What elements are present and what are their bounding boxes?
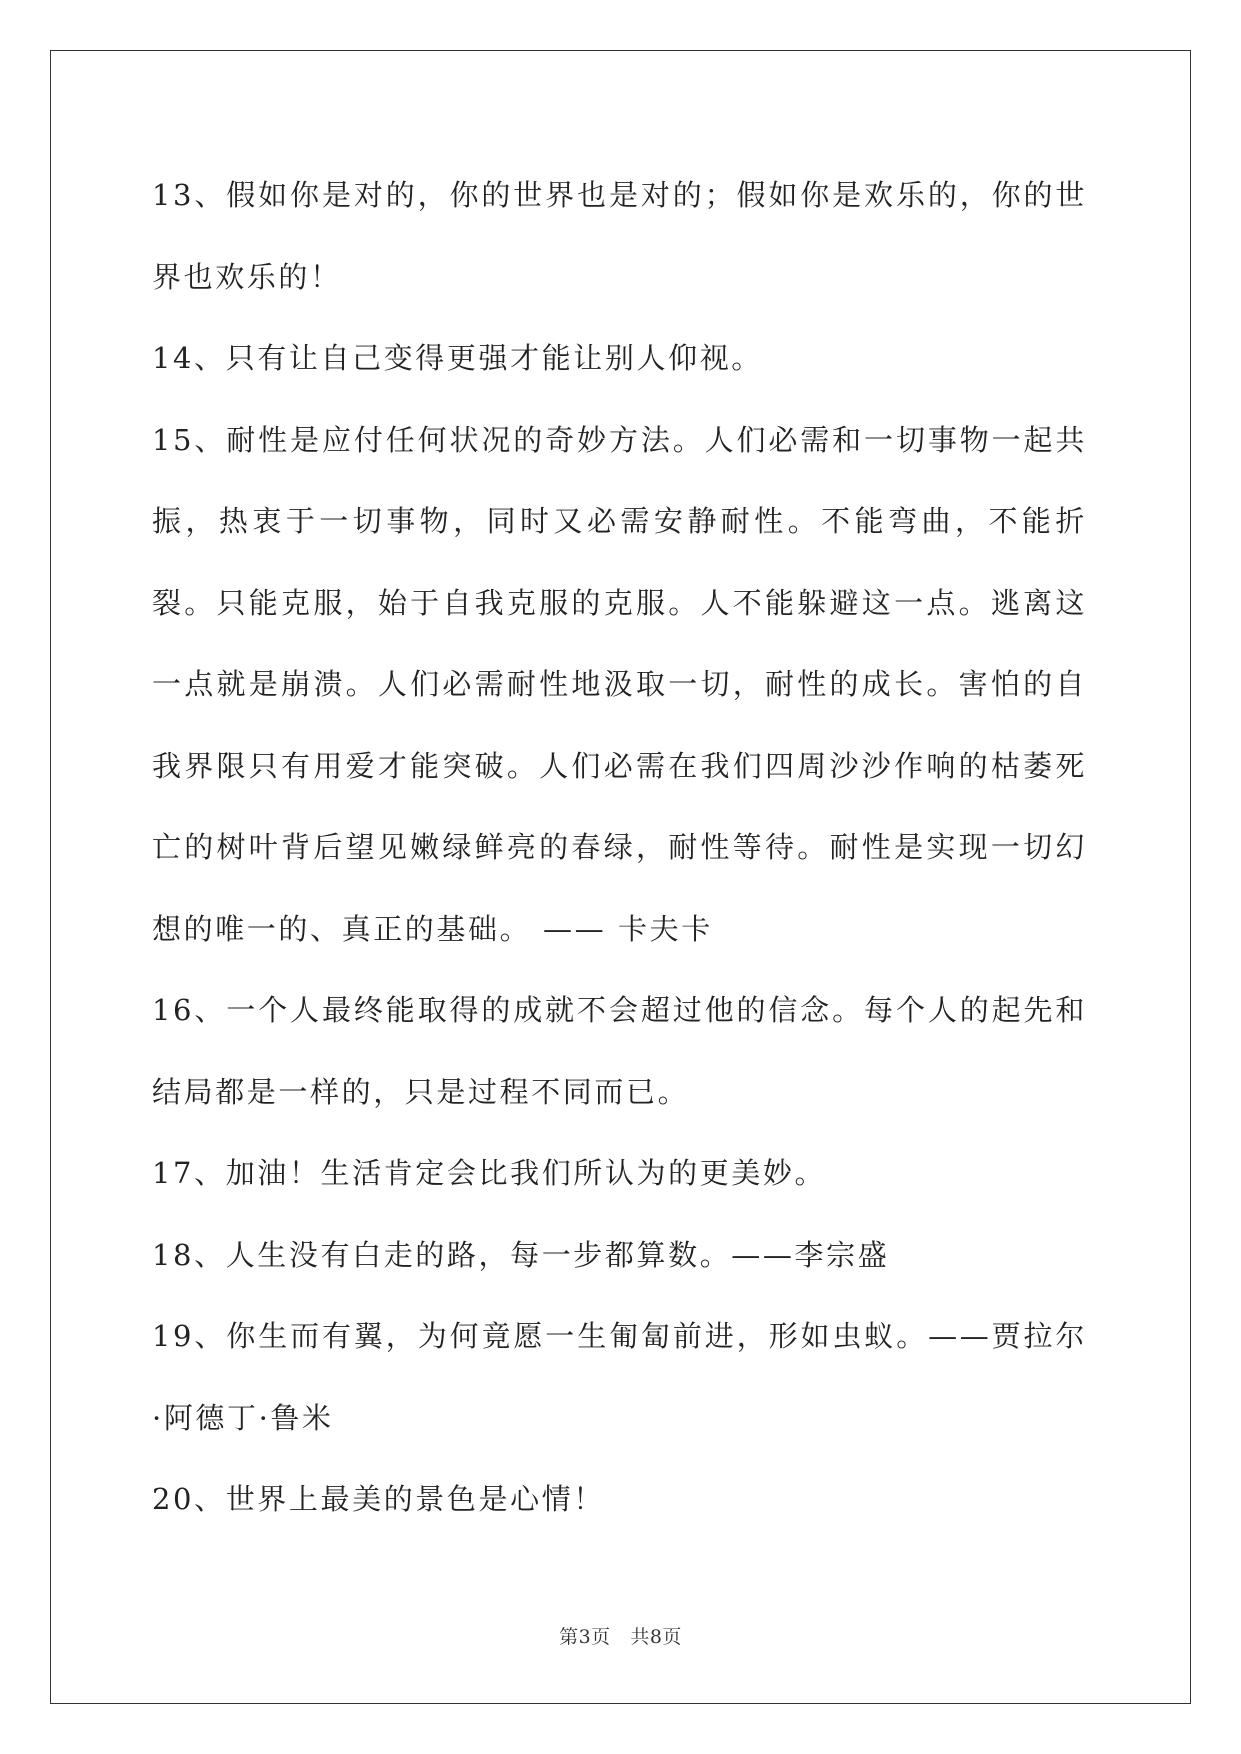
page-total: 共8页 (630, 1626, 682, 1648)
quote-13: 13、假如你是对的，你的世界也是对的；假如你是欢乐的，你的世界也欢乐的！ (152, 178, 1087, 294)
document-body (152, 155, 1087, 1541)
page-number: 第3页 (559, 1626, 611, 1648)
quote-15: 15、耐性是应付任何状况的奇妙方法。人们必需和一切事物一起共振，热衷于一切事物，同时又必需安静耐性。不能弯曲，不能折裂。只能克服，始于自我克服的克服。人不能躲避这一点。逃离这一点就是崩溃。人们必需耐性地汲取一切，耐性的成长。害怕的自我界限只有用爱才能突破。人们必需在我们四周沙沙作响的枯萎死亡的树叶背后望见嫩绿鲜亮的春绿，耐性等待。耐性是实现一切幻想的唯一的、真正的基础。 —— 卡夫卡 (152, 422, 1087, 946)
page-footer (0, 1622, 1241, 1649)
quote-14: 14、只有让自己变得更强才能让别人仰视。 (152, 341, 763, 375)
quote-16: 16、一个人最终能取得的成就不会超过他的信念。每个人的起先和结局都是一样的，只是过程不同而已。 (152, 993, 1087, 1109)
quote-19: 19、你生而有翼，为何竟愿一生匍匐前进，形如虫蚁。——贾拉尔·阿德丁·鲁米 (152, 1319, 1087, 1435)
quote-17: 17、加油！生活肯定会比我们所认为的更美妙。 (152, 1156, 827, 1190)
quote-20: 20、世界上最美的景色是心情！ (152, 1482, 605, 1516)
quote-18: 18、人生没有白走的路，每一步都算数。——李宗盛 (152, 1237, 890, 1272)
